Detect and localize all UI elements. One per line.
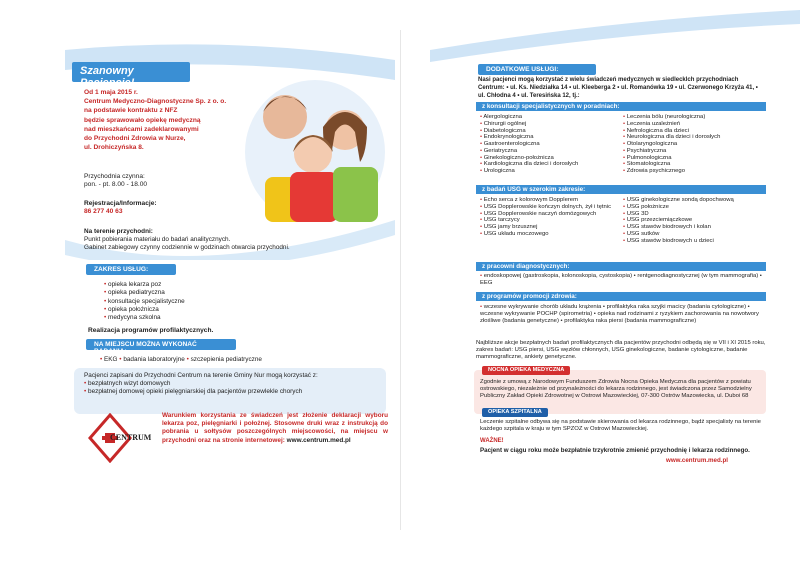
logo-text: CENTRUM [110,433,152,442]
specialists-col-2 [623,114,766,175]
list-item: • Diabetologiczna [480,128,623,135]
list-item: • Pulmonologiczna [623,155,766,162]
list-item: • USG ginekologiczne sondą dopochwową [623,197,766,204]
list-item: • Alergologiczna [480,114,623,121]
important-text: Pacjent w ciągu roku może bezpłatnie trzykrotnie zmienić przychodnię i lekarza rodzinnego. [480,447,750,454]
specialists-list [480,114,766,175]
opening-hours [84,173,147,190]
list-item: • Gastroenterologiczna [480,141,623,148]
specialists-heading: z konsultacji specjalistycznych w poradniach: [476,102,766,111]
diagnostics-body: • endoskopowej (gastroskopia, kolonoskopia, cystoskopia) • rentgenodiagnostycznej (w tym mammografia) • EEG [480,273,762,286]
list-item: • EKG [100,356,118,363]
list-item: • bezpłatnej domowej opieki pielęgniarskiej dla pacjentów przewlekle chorych [84,388,384,396]
intro-line: ul. Drohiczyńska 8. [84,144,144,152]
page-title: Szanowny Pacjencie! [72,62,190,82]
usg-list [480,197,766,244]
registration-label: Rejestracja/Informacje: [84,200,157,207]
fold-line [400,30,401,530]
website-link[interactable]: www.centrum.med.pl [666,457,728,464]
list-item: • konsultacje specjalistyczne [104,298,185,306]
list-item: • Nefrologiczna dla dzieci [623,128,766,135]
list-item: • Stomatologiczna [623,161,766,168]
list-item: • Chirurgii ogólnej [480,121,623,128]
website-link[interactable]: www.centrum.med.pl [286,436,351,444]
list-item: • Otolaryngologiczna [623,141,766,148]
list-item: • szczepienia pediatryczne [187,356,262,363]
list-item: • USG położnicze [623,204,766,211]
list-item: • Endokrynologiczna [480,134,623,141]
list-item: • Geriatryczna [480,148,623,155]
health-programs-body: • wczesne wykrywanie chorób układu krążenia • profilaktyka raka szyjki macicy (badania cytologiczne) • wczesne wykrywanie POCHP (spirometria) • opieka nad rodzinami z ryzykiem zachorowania na nowotwory złośliwe (badania genetyczne) • profilaktyka raka piersi (badania mammograficzne) [480,304,759,324]
diagnostics-heading: z pracowni diagnostycznych: [476,262,766,271]
list-item: • badania laboratoryjne [119,356,184,363]
registration-phone: 86 277 40 63 [84,208,123,216]
list-item: • USG Dopplerowskie naczyń domózgowych [480,211,623,218]
on-site-line: Punkt pobierania materiału do badań analitycznych. [84,236,231,244]
family-photo [245,72,385,222]
list-item: • medycyna szkolna [104,314,185,322]
warning-body: Warunkiem korzystania ze świadczeń jest złożenie deklaracji wyboru lekarza poz, pielęgniarki i położnej. Stosowne druki wraz z instrukcją do pobrania u sołtysów poszczególnych miejscowości, na miejscu w przychodni oraz na stronie internetowej: [162,412,388,444]
on-site-label: Na terenie przychodni: [84,228,153,235]
usg-col-1 [480,197,623,244]
list-item: • bezpłatnych wizyt domowych [84,380,384,388]
on-site-line: Gabinet zabiegowy czynny codziennie w godzinach otwarcia przychodni. [84,244,290,252]
night-care-text: Zgodnie z umową z Narodowym Funduszem Zdrowia Nocna Opieka Medyczna dla pacjentów z powiatu ostrowskiego, niezależnie od przynależności do lekarza rodzinnego, jest świadczona przez Samodzielny Publiczny Zakład Opieki Zdrowotnej w Ostrowi Mazowieckiej, 07-300 Ostrów Mazowiecka, ul. Duboi 68 [480,379,752,400]
list-item: • Leczenia uzależnień [623,121,766,128]
intro-text [84,88,249,152]
list-item: • Zdrowia psychicznego [623,168,766,175]
on-site-info [84,228,384,253]
list-item: • USG układu moczowego [480,231,623,238]
list-item: • Psychiatryczna [623,148,766,155]
gmina-intro: Pacjenci zapisani do Przychodni Centrum na terenie Gminy Nur mogą korzystać z: [84,372,318,379]
services-heading: ZAKRES USŁUG: [86,264,176,275]
specialists-col-1 [480,114,623,175]
health-programs-heading: z programów promocji zdrowia: [476,292,766,301]
blue-wave-decoration [430,10,800,70]
on-site-tests-heading: NA MIEJSCU MOŻNA WYKONAĆ BADANIA: [86,339,236,350]
list-item: • USG stawów biodrowych u dzieci [623,238,766,245]
hospital-care-heading: OPIEKA SZPITALNA [482,408,548,417]
list-item: • USG Dopplerowskie kończyn dolnych, żył i tętnic [480,204,623,211]
intro-line: Centrum Medyczno-Diagnostyczne Sp. z o. o. [84,98,227,106]
intro-line: Od 1 maja 2015 r. [84,89,138,96]
usg-heading: z badań USG w szerokim zakresie: [476,185,766,194]
diagnostics-text [480,273,766,287]
left-panel [70,40,390,505]
hours-value: pon. - pt. 8.00 - 18.00 [84,181,148,189]
additional-services-heading: DODATKOWE USŁUGI: [478,64,596,75]
intro-line: do Przychodni Zdrowia w Nurze, [84,135,186,143]
list-item: • USG 3D [623,211,766,218]
programs-text: Realizacja programów profilaktycznych. [88,327,214,334]
list-item: • USG stawów biodrowych i kolan [623,224,766,231]
list-item: • USG jamy brzusznej [480,224,623,231]
intro-line: na podstawie kontraktu z NFZ [84,107,178,115]
list-item: • Leczenia bólu (neurologiczna) [623,114,766,121]
night-care-heading: NOCNA OPIEKA MEDYCZNA [482,366,570,375]
list-item: • USG sutków [623,231,766,238]
list-item: • Echo serca z kolorowym Dopplerem [480,197,623,204]
services-list [104,281,185,322]
list-item: • Neurologiczna dla dzieci i dorosłych [623,134,766,141]
usg-col-2 [623,197,766,244]
hospital-care-text: Leczenie szpitalne odbywa się na podstawie skierowania od lekarza rodzinnego, bądź specjalisty na terenie każdego szpitala w kraju w tym SPZOZ w Ostrowi Mazowieckiej. [480,419,761,433]
list-item: • opieka pediatryczna [104,289,185,297]
warning-text [162,412,388,445]
intro-line: nad mieszkańcami zadeklarowanymi [84,125,199,133]
upcoming-tests-note: Najbliższe akcje bezpłatnych badań profilaktycznych dla pacjentów przychodni odbędą się w VII i XI 2015 roku, zakres badań: USG piersi, USG węzłów chłonnych, USG ginekologiczne, badanie cytologiczne, badanie mammograficzne, ankiety genetyczne. [476,340,766,361]
list-item: • Ginekologiczno-położnicza [480,155,623,162]
health-programs-text [480,304,766,326]
important-heading: WAŻNE! [480,438,504,444]
list-item: • opieka lekarza poz [104,281,185,289]
on-site-tests-list [100,356,262,363]
list-item: • USG tarczycy [480,217,623,224]
registration-info [84,200,157,217]
intro-line: będzie sprawowało opiekę medyczną [84,116,201,124]
gmina-info [84,372,384,397]
clinics-intro: Nasi pacjenci mogą korzystać z wielu świadczeń medycznych w siedlecklch przychodniach Centrum: • ul. Ks. Niedziałka 14 • ul. Kleeberga 2 • ul. Romanówka 19 • ul. Czerwonego Krzyża 41, • ul. Chłodna 4 • ul. Teresińska 12, tj.: [478,77,758,99]
list-item: • USG przezciemiączkowe [623,217,766,224]
list-item: • Urologiczna [480,168,623,175]
hours-label: Przychodnia czynna: [84,173,145,180]
list-item: • Kardiologiczna dla dzieci i dorosłych [480,161,623,168]
list-item: • opieka położnicza [104,306,185,314]
